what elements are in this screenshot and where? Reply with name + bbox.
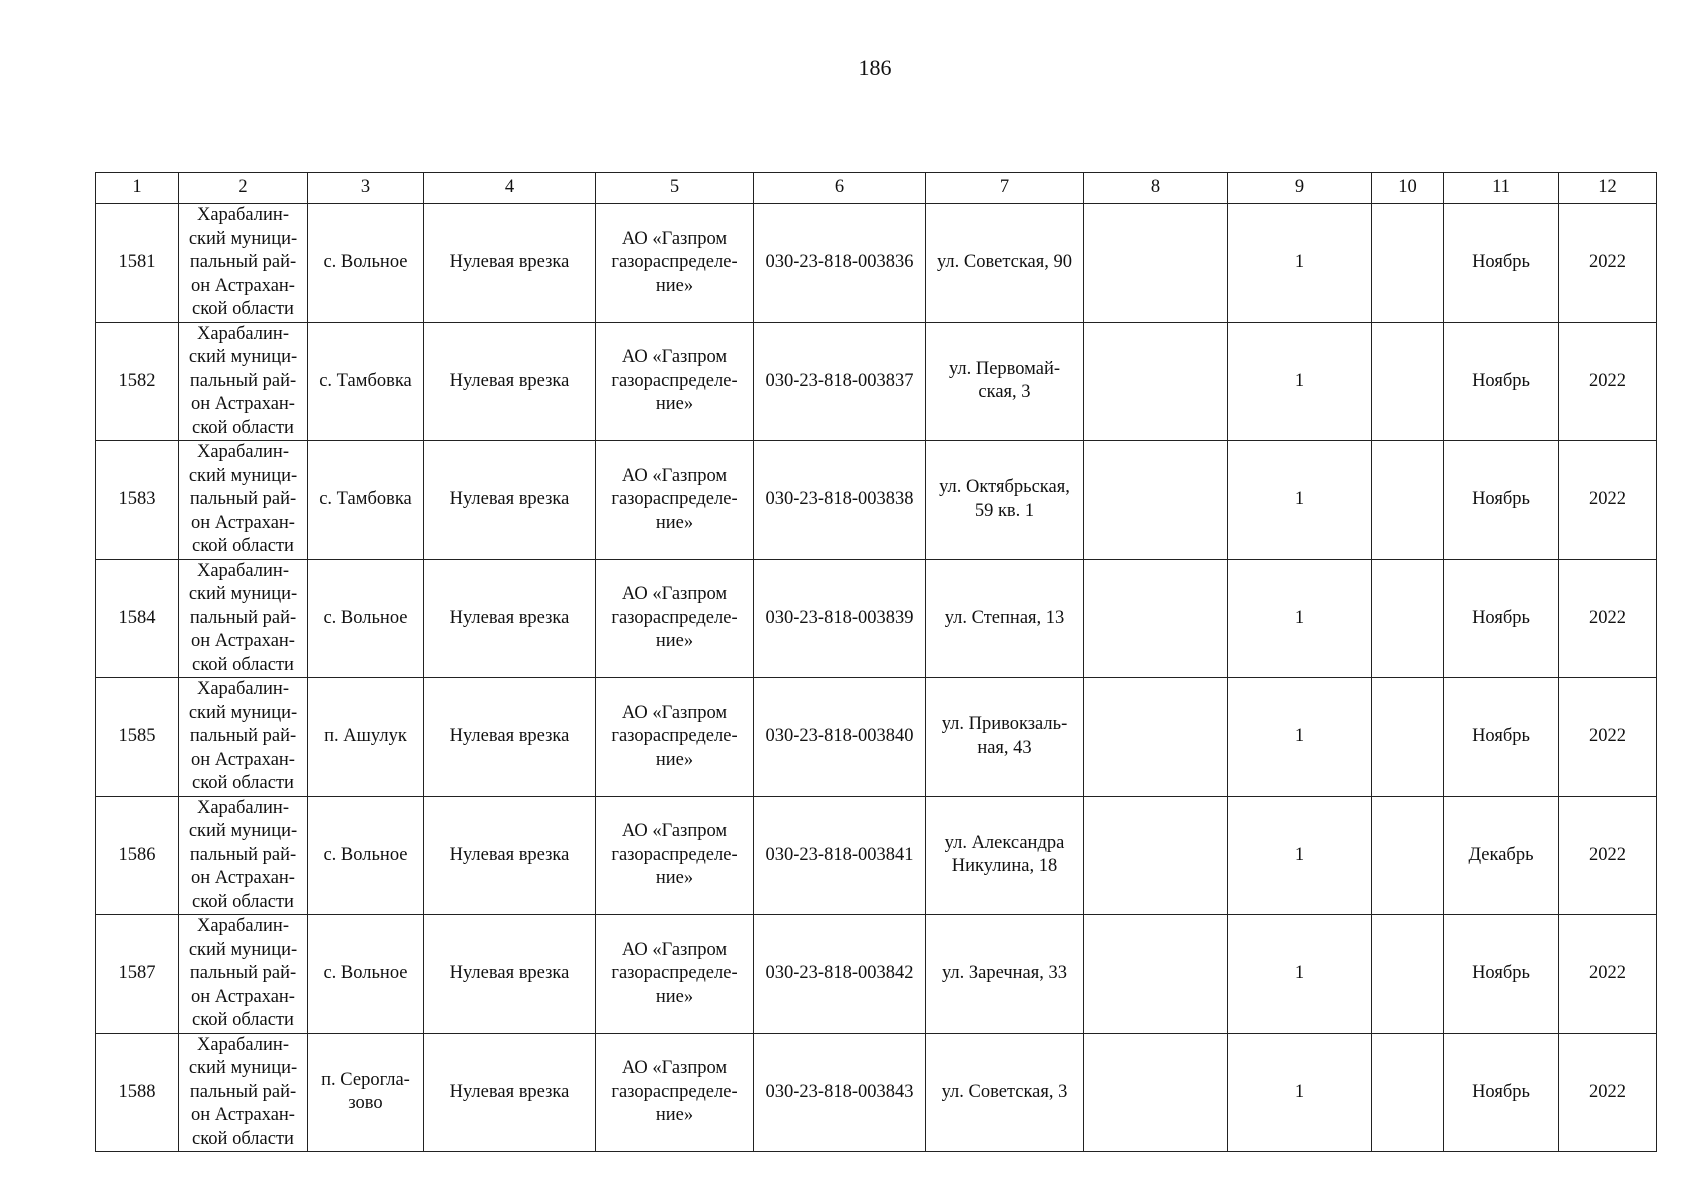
row-number-cell: 1585	[96, 678, 179, 797]
district-cell-line: пальный рай-	[189, 489, 297, 509]
district-cell-line: ской области	[192, 536, 294, 556]
locality-cell	[308, 678, 424, 797]
address-cell	[926, 559, 1084, 678]
address-cell-line: ул. Привокзаль-	[941, 714, 1068, 735]
address-cell	[926, 204, 1084, 323]
year-cell: 2022	[1559, 204, 1657, 323]
column-header-5: 5	[596, 173, 754, 204]
organization-cell	[596, 559, 754, 678]
district-cell-line: ской области	[192, 1010, 294, 1030]
district-cell-line: Харабалин-	[196, 442, 289, 462]
quantity-cell: 1	[1228, 204, 1372, 323]
column-header-4: 4	[424, 173, 596, 204]
district-cell	[179, 559, 308, 678]
organization-cell	[596, 322, 754, 441]
district-cell-line: ской области	[192, 417, 294, 438]
locality-cell-line: с. Тамбовка	[319, 370, 412, 391]
row-number-cell: 1584	[96, 559, 179, 678]
empty-cell-10	[1372, 441, 1444, 560]
organization-cell-line: газораспределе-	[611, 370, 738, 391]
locality-cell	[308, 441, 424, 560]
address-cell-line: Никулина, 18	[951, 856, 1058, 877]
month-cell: Ноябрь	[1444, 441, 1559, 560]
row-number-cell: 1583	[96, 441, 179, 560]
address-cell-line: ская, 3	[978, 382, 1031, 403]
district-cell	[179, 441, 308, 560]
locality-cell	[308, 1033, 424, 1152]
organization-cell-line: АО «Газпром	[621, 465, 728, 486]
empty-cell-8	[1084, 1033, 1228, 1152]
district-cell-line: он Астрахан-	[191, 631, 295, 651]
code-cell: 030-23-818-003836	[754, 204, 926, 323]
district-cell-line: он Астрахан-	[191, 512, 295, 533]
district-cell	[179, 322, 308, 441]
district-cell-line: он Астрахан-	[191, 394, 295, 414]
column-header-8: 8	[1084, 173, 1228, 204]
work-type-cell: Нулевая врезка	[424, 1033, 596, 1152]
empty-cell-8	[1084, 559, 1228, 678]
organization-cell-line: ние»	[655, 868, 694, 888]
table-header	[96, 173, 1657, 204]
column-header-3: 3	[308, 173, 424, 204]
organization-cell-line: газораспределе-	[611, 252, 738, 272]
month-cell: Ноябрь	[1444, 322, 1559, 441]
district-cell-line: ский муници-	[188, 702, 298, 723]
organization-cell-line: ние»	[655, 394, 694, 414]
district-cell-line: ской области	[192, 1128, 294, 1149]
locality-cell-line: с. Вольное	[323, 252, 408, 272]
quantity-cell: 1	[1228, 559, 1372, 678]
month-cell: Ноябрь	[1444, 559, 1559, 678]
year-cell: 2022	[1559, 915, 1657, 1034]
year-cell: 2022	[1559, 441, 1657, 560]
work-type-cell: Нулевая врезка	[424, 796, 596, 915]
address-cell	[926, 322, 1084, 441]
district-cell-line: Харабалин-	[196, 205, 289, 225]
organization-cell-line: ние»	[655, 986, 694, 1007]
table-row	[96, 678, 1657, 797]
district-cell	[179, 678, 308, 797]
organization-cell-line: газораспределе-	[611, 963, 738, 983]
address-cell-line: ул. Октябрьская,	[939, 477, 1070, 498]
district-cell-line: пальный рай-	[189, 252, 297, 272]
row-number-cell: 1586	[96, 796, 179, 915]
district-cell-line: он Астрахан-	[191, 749, 295, 770]
work-type-cell: Нулевая врезка	[424, 678, 596, 797]
district-cell-line: пальный рай-	[189, 370, 297, 391]
address-cell-line: ул. Первомай-	[948, 358, 1061, 379]
organization-cell-line: АО «Газпром	[621, 347, 728, 367]
district-cell	[179, 204, 308, 323]
empty-cell-10	[1372, 915, 1444, 1034]
district-cell-line: ский муници-	[188, 228, 298, 249]
column-header-2: 2	[179, 173, 308, 204]
district-cell-line: он Астрахан-	[191, 986, 295, 1007]
district-cell-line: пальный рай-	[189, 844, 297, 865]
empty-cell-8	[1084, 322, 1228, 441]
work-type-cell: Нулевая врезка	[424, 322, 596, 441]
organization-cell-line: АО «Газпром	[621, 821, 728, 841]
code-cell: 030-23-818-003843	[754, 1033, 926, 1152]
organization-cell-line: АО «Газпром	[621, 228, 728, 249]
column-header-10: 10	[1372, 173, 1444, 204]
district-cell-line: ский муници-	[188, 465, 298, 486]
organization-cell	[596, 1033, 754, 1152]
address-cell	[926, 796, 1084, 915]
empty-cell-10	[1372, 204, 1444, 323]
locality-cell-line: с. Вольное	[323, 963, 408, 983]
locality-cell-line: с. Тамбовка	[319, 489, 412, 509]
district-cell-line: ский муници-	[188, 821, 298, 841]
district-cell-line: ской области	[192, 299, 294, 319]
month-cell: Ноябрь	[1444, 1033, 1559, 1152]
organization-cell-line: газораспределе-	[611, 489, 738, 509]
month-cell: Ноябрь	[1444, 915, 1559, 1034]
empty-cell-10	[1372, 1033, 1444, 1152]
year-cell: 2022	[1559, 559, 1657, 678]
year-cell: 2022	[1559, 322, 1657, 441]
table-row	[96, 441, 1657, 560]
empty-cell-8	[1084, 796, 1228, 915]
address-cell	[926, 915, 1084, 1034]
table-row	[96, 204, 1657, 323]
district-cell-line: ской области	[192, 773, 294, 793]
row-number-cell: 1588	[96, 1033, 179, 1152]
district-cell-line: он Астрахан-	[191, 1105, 295, 1125]
district-cell-line: он Астрахан-	[191, 868, 295, 888]
empty-cell-10	[1372, 678, 1444, 797]
organization-cell-line: ние»	[655, 631, 694, 651]
district-cell-line: Харабалин-	[196, 679, 289, 699]
gas-connection-register-table	[95, 172, 1657, 1152]
table-body	[96, 204, 1657, 1152]
column-header-12: 12	[1559, 173, 1657, 204]
locality-cell	[308, 204, 424, 323]
work-type-cell: Нулевая врезка	[424, 559, 596, 678]
quantity-cell: 1	[1228, 915, 1372, 1034]
organization-cell-line: газораспределе-	[611, 607, 738, 628]
empty-cell-8	[1084, 441, 1228, 560]
empty-cell-8	[1084, 915, 1228, 1034]
month-cell: Ноябрь	[1444, 678, 1559, 797]
district-cell-line: он Астрахан-	[191, 275, 295, 296]
organization-cell-line: газораспределе-	[611, 844, 738, 865]
organization-cell-line: АО «Газпром	[621, 584, 728, 604]
locality-cell	[308, 322, 424, 441]
organization-cell-line: ние»	[655, 749, 694, 770]
district-cell-line: Харабалин-	[196, 797, 289, 818]
address-cell	[926, 678, 1084, 797]
month-cell: Ноябрь	[1444, 204, 1559, 323]
code-cell: 030-23-818-003840	[754, 678, 926, 797]
quantity-cell: 1	[1228, 441, 1372, 560]
address-cell	[926, 1033, 1084, 1152]
organization-cell-line: ние»	[655, 512, 694, 533]
district-cell-line: ской области	[192, 891, 294, 912]
code-cell: 030-23-818-003842	[754, 915, 926, 1034]
organization-cell	[596, 204, 754, 323]
empty-cell-8	[1084, 678, 1228, 797]
organization-cell-line: АО «Газпром	[621, 1058, 728, 1078]
code-cell: 030-23-818-003838	[754, 441, 926, 560]
district-cell-line: ский муници-	[188, 1058, 298, 1078]
code-cell: 030-23-818-003841	[754, 796, 926, 915]
locality-cell	[308, 796, 424, 915]
locality-cell-line: с. Вольное	[323, 607, 408, 628]
district-cell-line: пальный рай-	[189, 607, 297, 628]
district-cell	[179, 796, 308, 915]
column-header-9: 9	[1228, 173, 1372, 204]
year-cell: 2022	[1559, 678, 1657, 797]
district-cell-line: пальный рай-	[189, 963, 297, 983]
district-cell-line: Харабалин-	[196, 323, 289, 344]
quantity-cell: 1	[1228, 796, 1372, 915]
column-header-7: 7	[926, 173, 1084, 204]
row-number-cell: 1581	[96, 204, 179, 323]
table-row	[96, 559, 1657, 678]
row-number-cell: 1587	[96, 915, 179, 1034]
address-cell-line: ул. Степная, 13	[944, 607, 1065, 628]
organization-cell-line: АО «Газпром	[621, 702, 728, 723]
address-cell	[926, 441, 1084, 560]
organization-cell	[596, 441, 754, 560]
year-cell: 2022	[1559, 796, 1657, 915]
work-type-cell: Нулевая врезка	[424, 441, 596, 560]
district-cell-line: ской области	[192, 654, 294, 675]
organization-cell-line: ние»	[655, 275, 694, 296]
table-row	[96, 915, 1657, 1034]
locality-cell	[308, 559, 424, 678]
district-cell-line: ский муници-	[188, 347, 298, 367]
column-header-1: 1	[96, 173, 179, 204]
address-cell-line: ная, 43	[977, 737, 1032, 758]
district-cell	[179, 1033, 308, 1152]
quantity-cell: 1	[1228, 678, 1372, 797]
district-cell-line: Харабалин-	[196, 1034, 289, 1055]
locality-cell-line: зово	[348, 1093, 383, 1114]
empty-cell-8	[1084, 204, 1228, 323]
table-row	[96, 796, 1657, 915]
address-cell-line: ул. Советская, 90	[936, 252, 1073, 272]
address-cell-line: ул. Заречная, 33	[941, 963, 1068, 983]
locality-cell	[308, 915, 424, 1034]
empty-cell-10	[1372, 559, 1444, 678]
table-row	[96, 322, 1657, 441]
table-row	[96, 1033, 1657, 1152]
header-row	[96, 173, 1657, 204]
row-number-cell: 1582	[96, 322, 179, 441]
work-type-cell: Нулевая врезка	[424, 204, 596, 323]
organization-cell	[596, 796, 754, 915]
quantity-cell: 1	[1228, 322, 1372, 441]
district-cell-line: Харабалин-	[196, 560, 289, 581]
organization-cell-line: газораспределе-	[611, 726, 738, 746]
district-cell-line: ский муници-	[188, 584, 298, 604]
code-cell: 030-23-818-003837	[754, 322, 926, 441]
organization-cell	[596, 678, 754, 797]
month-cell: Декабрь	[1444, 796, 1559, 915]
address-cell-line: ул. Александра	[944, 832, 1065, 853]
organization-cell	[596, 915, 754, 1034]
empty-cell-10	[1372, 322, 1444, 441]
district-cell-line: Харабалин-	[196, 916, 289, 936]
year-cell: 2022	[1559, 1033, 1657, 1152]
work-type-cell: Нулевая врезка	[424, 915, 596, 1034]
organization-cell-line: АО «Газпром	[621, 939, 728, 960]
district-cell-line: пальный рай-	[189, 726, 297, 746]
locality-cell-line: п. Ашулук	[324, 726, 407, 746]
organization-cell-line: газораспределе-	[611, 1081, 738, 1102]
address-cell-line: 59 кв. 1	[974, 500, 1035, 521]
empty-cell-10	[1372, 796, 1444, 915]
district-cell-line: ский муници-	[188, 939, 298, 960]
organization-cell-line: ние»	[655, 1105, 694, 1125]
locality-cell-line: п. Серогла-	[321, 1069, 410, 1090]
quantity-cell: 1	[1228, 1033, 1372, 1152]
district-cell-line: пальный рай-	[189, 1081, 297, 1102]
district-cell	[179, 915, 308, 1034]
column-header-11: 11	[1444, 173, 1559, 204]
address-cell-line: ул. Советская, 3	[941, 1081, 1068, 1102]
locality-cell-line: с. Вольное	[323, 844, 408, 865]
code-cell: 030-23-818-003839	[754, 559, 926, 678]
column-header-6: 6	[754, 173, 926, 204]
page-number: 186	[858, 55, 892, 80]
